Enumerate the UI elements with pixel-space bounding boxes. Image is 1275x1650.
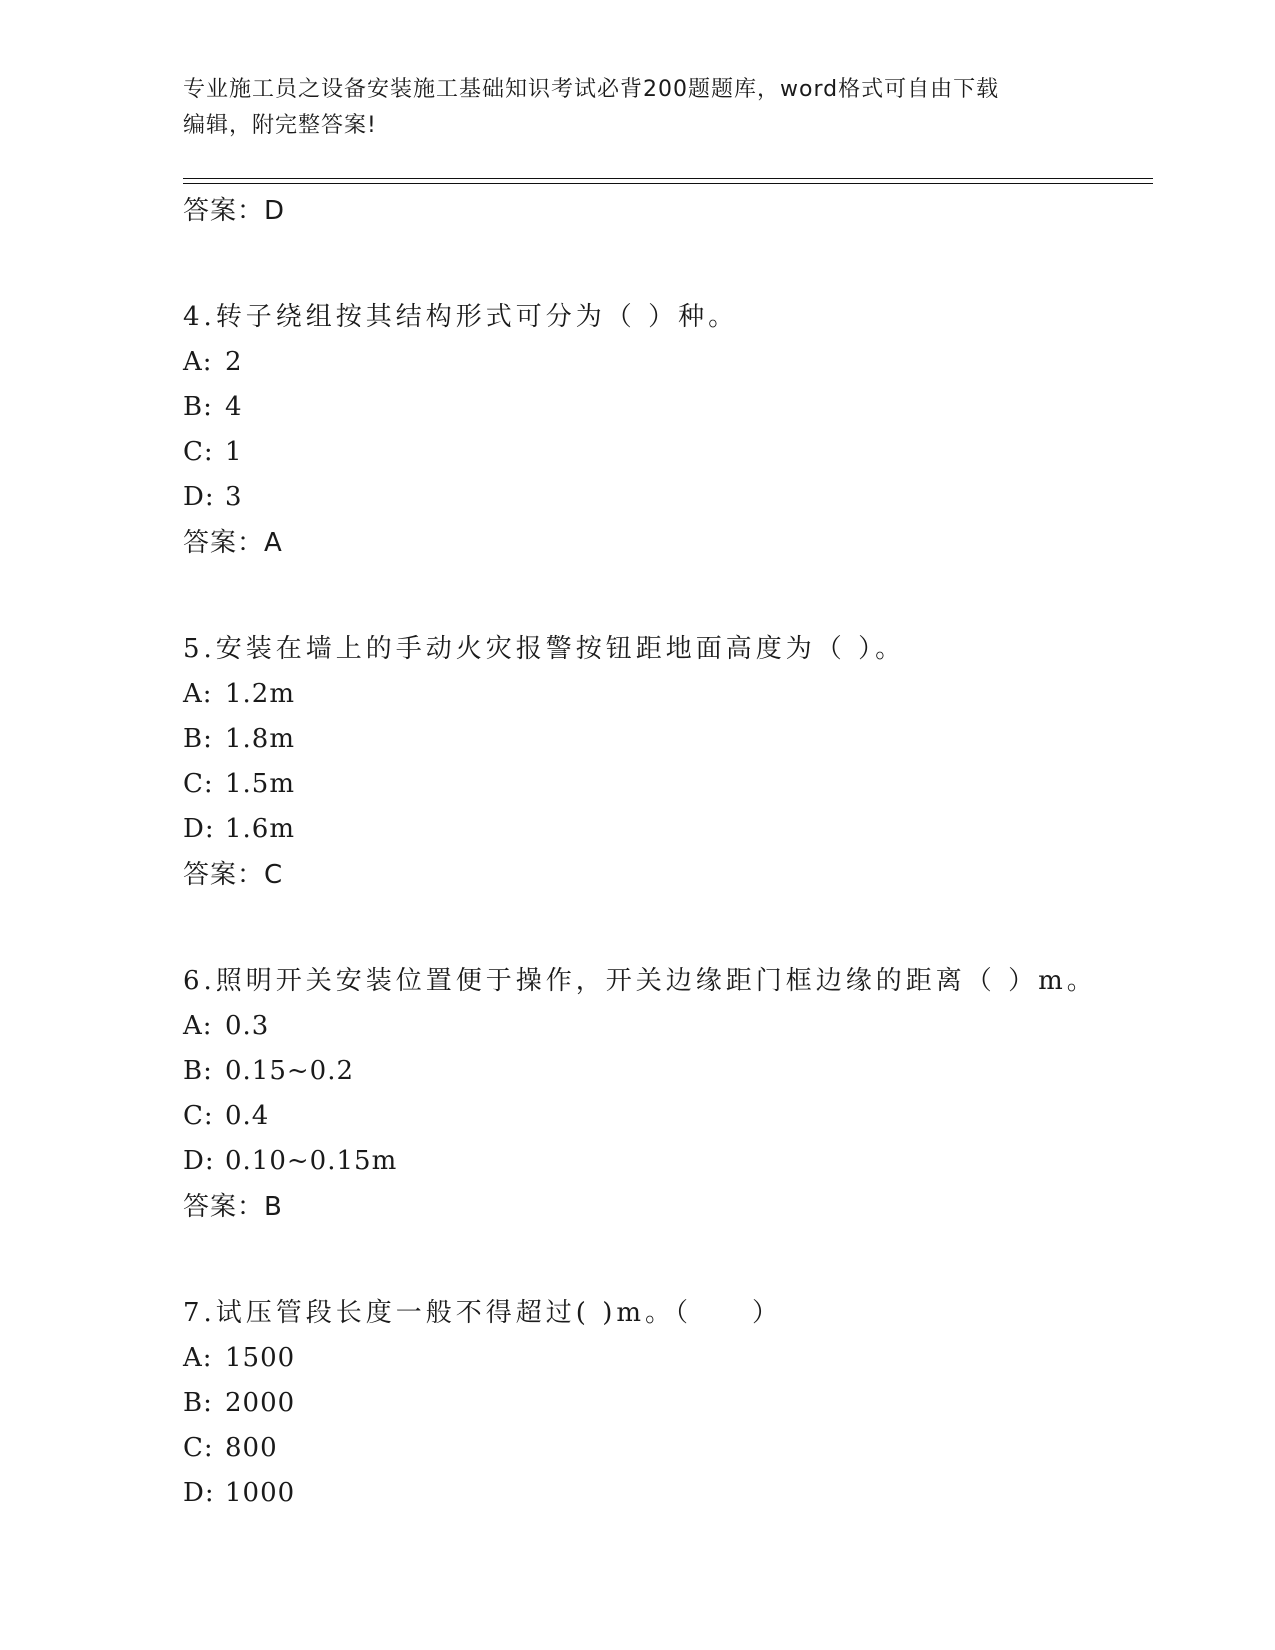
document-header (183, 72, 1063, 144)
option-a (183, 1336, 1153, 1381)
option-c (183, 1426, 1153, 1471)
option-key: D: (183, 814, 215, 844)
option-key: B: (183, 392, 213, 422)
option-key: C: (183, 769, 214, 799)
option-key: A: (183, 347, 213, 377)
option-a (183, 672, 1153, 717)
option-a (183, 1004, 1153, 1049)
spacer (183, 234, 1153, 294)
option-value: 0.10~0.15m (225, 1146, 398, 1176)
option-value: 1000 (225, 1478, 296, 1508)
option-value: 3 (225, 482, 243, 512)
answer-line: 答案：A (183, 528, 283, 558)
option-value: 1.5m (225, 769, 296, 799)
question-block (183, 294, 1153, 566)
header-divider-top (183, 178, 1153, 179)
option-value: 800 (225, 1433, 278, 1463)
question-block (183, 958, 1153, 1230)
option-key: C: (183, 437, 214, 467)
option-key: C: (183, 1433, 214, 1463)
question-text: 5.安装在墙上的手动火灾报警按钮距地面高度为（ ）。 (183, 634, 906, 664)
option-key: A: (183, 679, 213, 709)
option-key: B: (183, 724, 213, 754)
option-value: 1500 (225, 1343, 296, 1373)
option-d (183, 475, 1153, 520)
option-value: 2000 (225, 1388, 296, 1418)
option-b (183, 1381, 1153, 1426)
option-b (183, 717, 1153, 762)
option-key: B: (183, 1388, 213, 1418)
option-key: A: (183, 1343, 213, 1373)
question-list (183, 188, 1153, 1516)
header-title-line-1: 专业施工员之设备安装施工基础知识考试必背200题题库，word格式可自由下载 (183, 77, 1000, 102)
option-c (183, 1094, 1153, 1139)
question-text: 6.照明开关安装位置便于操作，开关边缘距门框边缘的距离（ ）m。 (183, 966, 1097, 996)
answer-line: 答案：D (183, 196, 286, 226)
option-b (183, 385, 1153, 430)
option-a (183, 340, 1153, 385)
option-d (183, 1139, 1153, 1184)
option-c (183, 762, 1153, 807)
option-value: 0.15~0.2 (225, 1056, 355, 1086)
option-key: A: (183, 1011, 213, 1041)
option-d (183, 1471, 1153, 1516)
option-value: 2 (225, 347, 243, 377)
option-value: 1.2m (225, 679, 296, 709)
option-value: 1.8m (225, 724, 296, 754)
question-text: 7.试压管段长度一般不得超过( )m。（ ） (183, 1298, 783, 1328)
option-value: 1.6m (225, 814, 296, 844)
option-key: B: (183, 1056, 213, 1086)
option-value: 1 (225, 437, 243, 467)
option-key: D: (183, 1146, 215, 1176)
option-value: 4 (225, 392, 243, 422)
option-key: D: (183, 482, 215, 512)
question-text: 4.转子绕组按其结构形式可分为（ ）种。 (183, 302, 739, 332)
spacer (183, 1230, 1153, 1290)
header-divider-bottom (183, 183, 1153, 184)
spacer (183, 566, 1153, 626)
option-d (183, 807, 1153, 852)
option-key: C: (183, 1101, 214, 1131)
question-block (183, 1290, 1153, 1516)
answer-line: 答案：C (183, 860, 284, 890)
answer-line: 答案：B (183, 1192, 283, 1222)
question-block (183, 626, 1153, 898)
option-b (183, 1049, 1153, 1094)
option-value: 0.4 (225, 1101, 270, 1131)
option-value: 0.3 (225, 1011, 270, 1041)
spacer (183, 898, 1153, 958)
header-title-line-2: 编辑，附完整答案! (183, 113, 377, 138)
option-c (183, 430, 1153, 475)
option-key: D: (183, 1478, 215, 1508)
